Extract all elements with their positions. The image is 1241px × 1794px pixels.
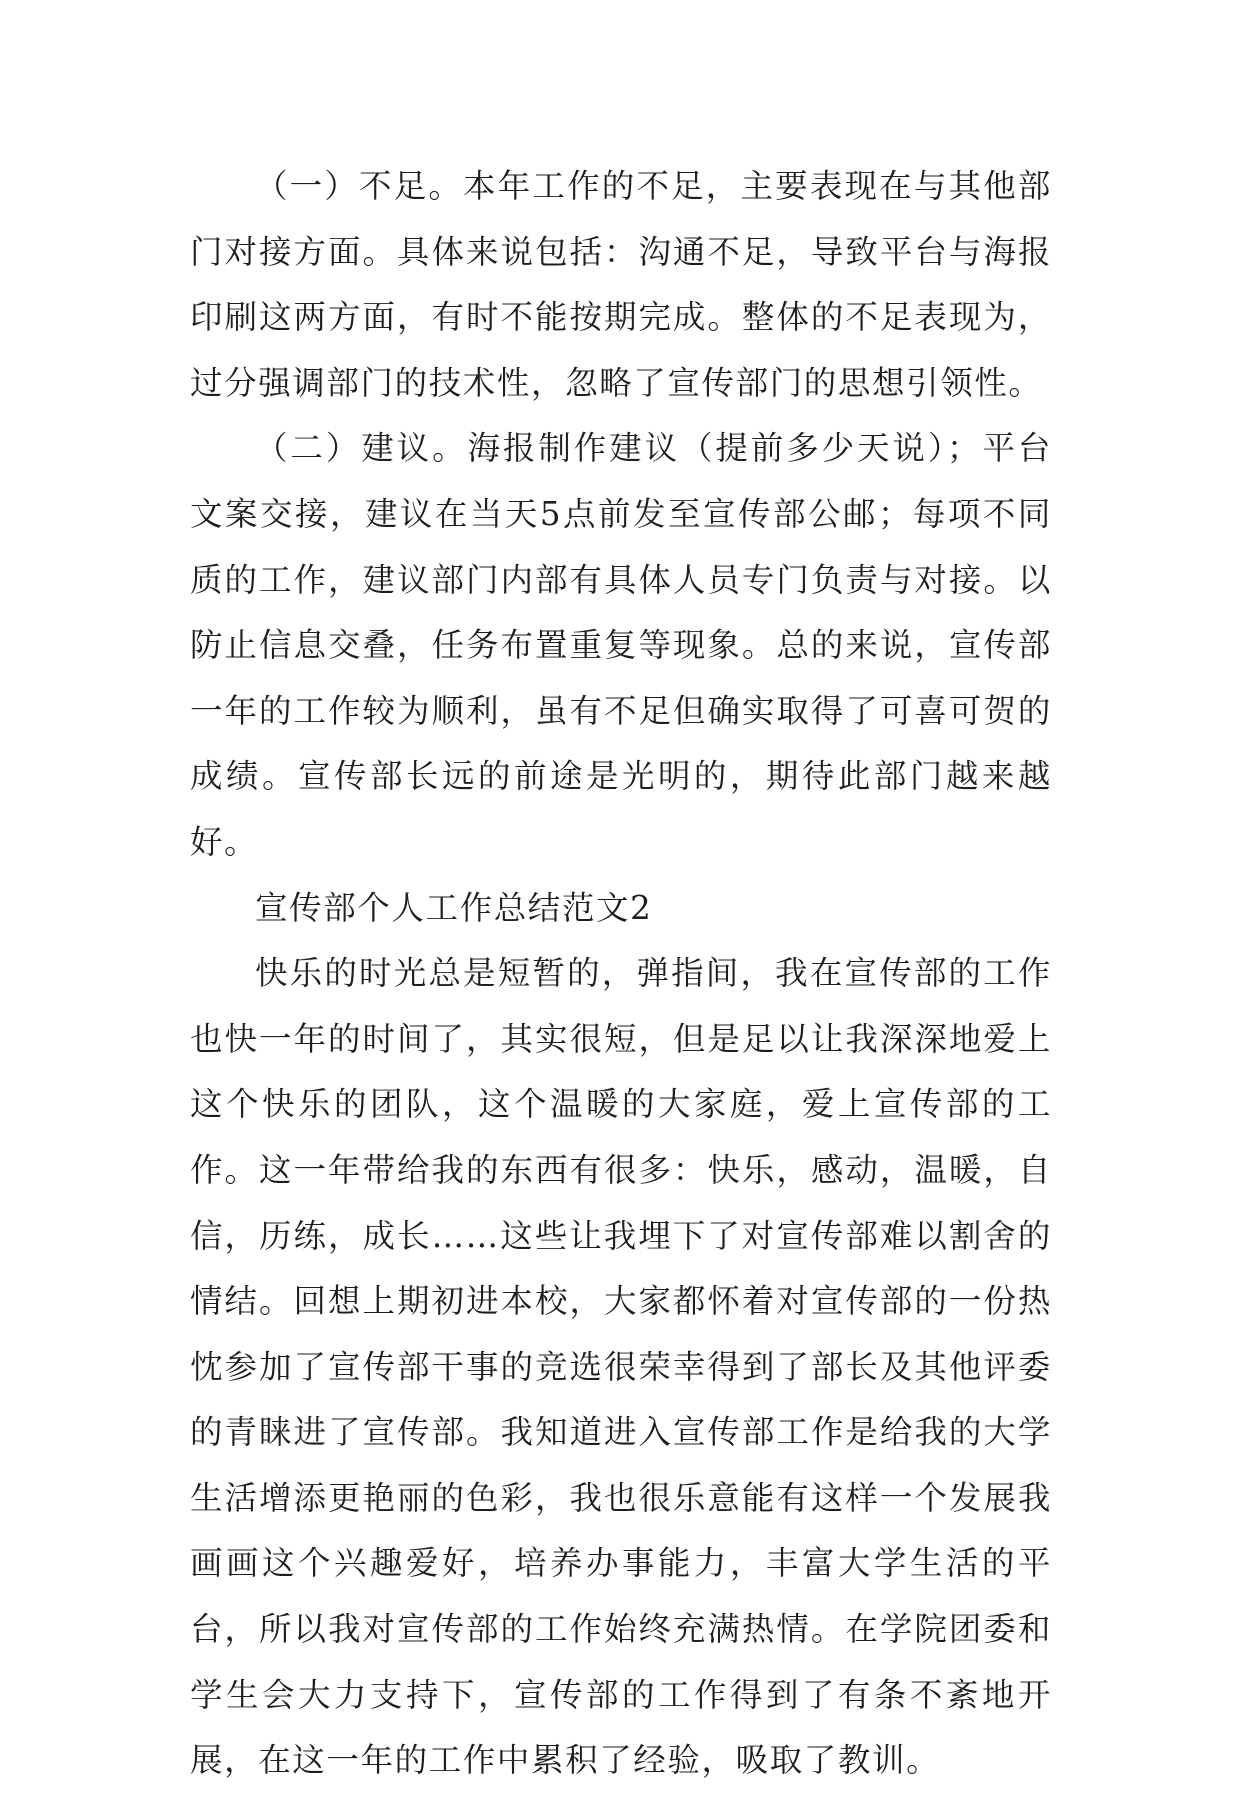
paragraph-summary: 快乐的时光总是短暂的，弹指间，我在宣传部的工作也快一年的时间了，其实很短，但是足以让我深深地爱上这个快乐的团队，这个温暖的大家庭，爱上宣传部的工作。这一年带给我的东西有很多：快乐，感动，温暖，自信，历练，成长……这些让我埋下了对宣传部难以割舍的情结。回想上期初进本校，大家都怀着对宣传部的一份热忱参加了宣传部干事的竞选很荣幸得到了部长及其他评委的青睐进了宣传部。我知道进入宣传部工作是给我的大学生活增添更艳丽的色彩，我也很乐意能有这样一个发展我画画这个兴趣爱好，培养办事能力，丰富大学生活的平台，所以我对宣传部的工作始终充满热情。在学院团委和学生会大力支持下，宣传部的工作得到了有条不紊地开展，在这一年的工作中累积了经验，吸取了教训。 (190, 954, 1052, 1780)
document-body (190, 154, 1052, 1794)
paragraph-shortcomings: （一）不足。本年工作的不足，主要表现在与其他部门对接方面。具体来说包括：沟通不足，导致平台与海报印刷这两方面，有时不能按期完成。整体的不足表现为，过分强调部门的技术性，忽略了宣传部门的思想引领性。 (190, 167, 1052, 402)
section-title: 宣传部个人工作总结范文2 (255, 888, 653, 927)
paragraph-suggestions: （二）建议。海报制作建议（提前多少天说）；平台文案交接，建议在当天5点前发至宣传部公邮；每项不同质的工作，建议部门内部有具体人员专门负责与对接。以防止信息交叠，任务布置重复等现象。总的来说，宣传部一年的工作较为顺利，虽有不足但确实取得了可喜可贺的成绩。宣传部长远的前途是光明的，期待此部门越来越好。 (190, 429, 1052, 861)
